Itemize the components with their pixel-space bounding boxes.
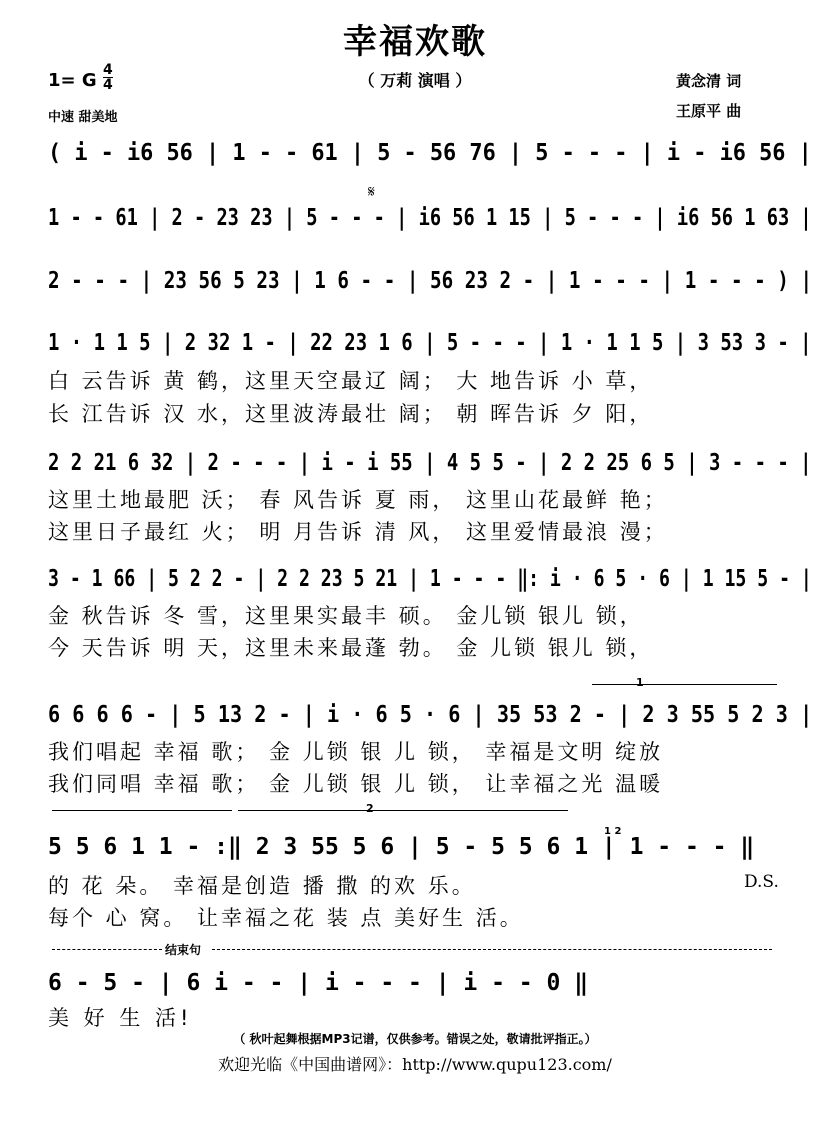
ending-bracket-left [52,949,162,950]
site-footer [0,1052,830,1075]
time-signature-bottom: 4 [103,77,113,93]
lyric-line-8-verse-2: 每个 心 窝。 让幸福之花 装 点 美好生 活。 [48,906,524,930]
volta-12-number: 1 2 [604,826,622,837]
score-line-9: 6 - 5 - | 6 i - - | i - - - | i - - 0 ‖ [48,970,589,996]
volta-1-bracket [592,684,777,685]
song-title: 幸福欢歌 [343,22,487,62]
lyric-line-5-verse-2: 这里日子最红 火； 明 月告诉 清 风， 这里爱情最浪 漫； [48,520,668,544]
tempo-marking: 中速 甜美地 [48,110,118,125]
lyric-line-8-verse-1: 的 花 朵。 幸福是创造 播 撒 的欢 乐。 [48,874,476,898]
ending-bracket-right [212,949,772,950]
volta-2-bracket [238,810,568,811]
key-signature: 1= G [48,70,97,91]
lyricist-credit: 黄念清 词 [676,72,742,90]
volta-2-number: 2 [366,802,374,815]
segno-icon: 𝄋 [368,182,375,201]
score-line-6: 3 - 1 66 | 5 2 2 - | 2 2 23 5 21 | 1 - - - ‖: i · 6 5 · 6 | 1 15 5 - | [48,566,812,592]
volta-1-number: 1 [636,676,644,689]
dal-segno-marking: D.S. [744,872,779,892]
score-line-3: 2 - - - | 23 56 5 23 | 1 6 - - | 56 23 2 - | 1 - - - | 1 - - - ) | [48,268,813,294]
score-line-7: 6 6 6 6 - | 5 13 2 - | i · 6 5 · 6 | 35 53 2 - | 2 3 55 5 2 3 | [48,702,813,728]
lyric-line-9: 美 好 生 活! [48,1006,193,1030]
lyric-line-6-verse-2: 今 天告诉 明 天，这里未来最蓬 勃。 金 儿锁 银儿 锁， [48,636,654,660]
transcription-note: （ 秋叶起舞根据MP3记谱，仅供参考。错误之处，敬请批评指正。） [233,1032,597,1046]
lyric-line-7-verse-2: 我们同唱 幸福 歌； 金 儿锁 银 儿 锁， 让幸福之光 温暖 [48,772,664,796]
ending-label: 结束句 [162,941,204,958]
score-line-4: 1 · 1 1 5 | 2 32 1 - | 22 23 1 6 | 5 - - - | 1 · 1 1 5 | 3 53 3 - | [48,330,812,356]
singer-credit: （ 万莉 演唱 ） [358,71,472,90]
lyric-line-5-verse-1: 这里土地最肥 沃； 春 风告诉 夏 雨， 这里山花最鲜 艳； [48,488,668,512]
score-line-1: ( i - i6 56 | 1 - - 61 | 5 - 56 76 | 5 - - - | i - i6 56 | [48,140,812,166]
time-signature [103,63,113,92]
composer-credit: 王原平 曲 [676,102,742,120]
lyric-line-4-verse-2: 长 江告诉 汉 水，这里波涛最壮 阔； 朝 晖告诉 夕 阳， [48,402,654,426]
footer-welcome: 欢迎光临《中国曲谱网》： [218,1055,403,1074]
lyric-line-7-verse-1: 我们唱起 幸福 歌； 金 儿锁 银 儿 锁， 幸福是文明 绽放 [48,740,664,764]
score-line-5: 2 2 21 6 32 | 2 - - - | i - i 55 | 4 5 5 - | 2 2 25 6 5 | 3 - - - | [48,450,812,476]
time-signature-top: 4 [103,62,113,78]
volta-1-continuation [52,810,232,811]
score-line-2: 1 - - 61 | 2 - 23 23 | 5 - - - | i6 56 1 15 | 5 - - - | i6 56 1 63 | [48,205,812,231]
lyric-line-4-verse-1: 白 云告诉 黄 鹤，这里天空最辽 阔； 大 地告诉 小 草， [48,369,654,393]
score-line-8: 5 5 6 1 1 - :‖ 2 3 55 5 6 | 5 - 5 5 6 1 | 1 - - - ‖ [48,834,755,860]
footer-url[interactable]: http://www.qupu123.com/ [402,1055,612,1074]
lyric-line-6-verse-1: 金 秋告诉 冬 雪，这里果实最丰 硕。 金儿锁 银儿 锁， [48,604,644,628]
